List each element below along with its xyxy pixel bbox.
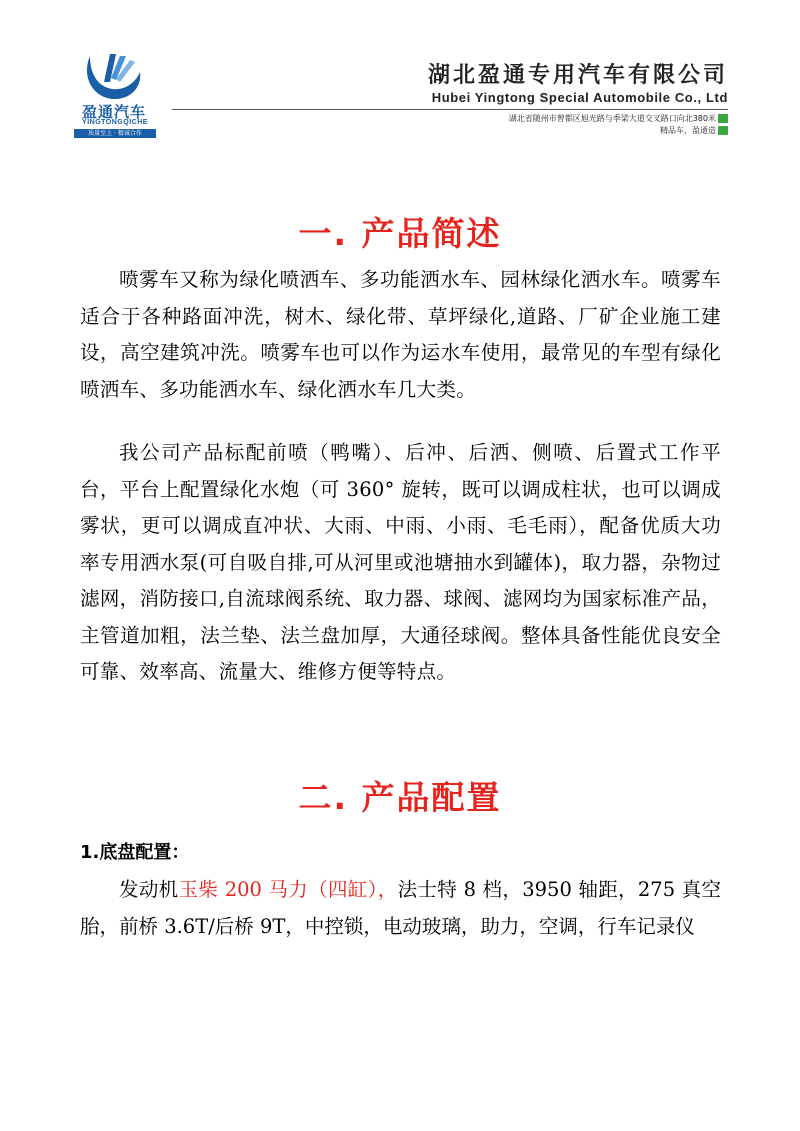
- overview-paragraph-1: 喷雾车又称为绿化喷洒车、多功能洒水车、园林绿化洒水车。喷雾车适合于各种路面冲洗，树木、绿化带、草坪绿化,道路、厂矿企业施工建设，高空建筑冲洗。喷雾车也可以作为运水车使用，最常见的车型有绿化喷洒车、多功能洒水车、绿化洒水车几大类。: [80, 268, 721, 401]
- header-divider: [172, 109, 728, 110]
- section-title-configuration: 二. 产品配置: [298, 778, 502, 817]
- recycle-icon: [718, 126, 728, 135]
- logo-subtext: YINGTONGQICHE: [82, 119, 148, 126]
- section-title-overview: 一. 产品简述: [298, 214, 502, 253]
- logo-slogan: 质量至上 · 精诚合作: [74, 129, 156, 138]
- company-slogan: 精品车，盈通造: [660, 126, 716, 135]
- chassis-details: 法士特 8 档，3950 轴距，275 真空胎，前桥 3.6T/后桥 9T，中控锁，电动玻璃，助力，空调，行车记录仪: [80, 878, 721, 938]
- leaf-icon: [718, 114, 728, 123]
- company-name-en: Hubei Yingtong Special Automobile Co., Ltd: [431, 90, 728, 105]
- company-name-cn: 湖北盈通专用汽车有限公司: [427, 63, 728, 88]
- company-address: 湖北省随州市曾都区旭光路与季梁大道交叉路口向北380米: [508, 114, 716, 123]
- chassis-prefix: 发动机: [119, 878, 179, 901]
- chassis-config-paragraph: [80, 872, 721, 945]
- logo-text: 盈通汽车: [81, 103, 146, 121]
- overview-paragraph-2: 我公司产品标配前喷（鸭嘴）、后冲、后洒、侧喷、后置式工作平台，平台上配置绿化水炮（可 360° 旋转，既可以调成柱状，也可以调成雾状，更可以调成直冲状、大雨、中雨、小雨、毛毛雨），配备优质大功率专用洒水泵(可自吸自排,可从河里或池塘抽水到罐体)，取力器，杂物过滤网，消防接口,自流球阀系统、取力器、球阀、滤网均为国家标准产品，主管道加粗，法兰垫、法兰盘加厚，大通径球阀。整体具备性能优良安全可靠、效率高、流量大、维修方便等特点。: [80, 441, 721, 683]
- chassis-config-heading: 1.底盘配置：: [80, 842, 190, 863]
- company-logo-icon: [80, 52, 144, 102]
- letterhead: [0, 0, 800, 150]
- chassis-engine-highlight: 玉柴 200 马力（四缸），: [178, 878, 398, 901]
